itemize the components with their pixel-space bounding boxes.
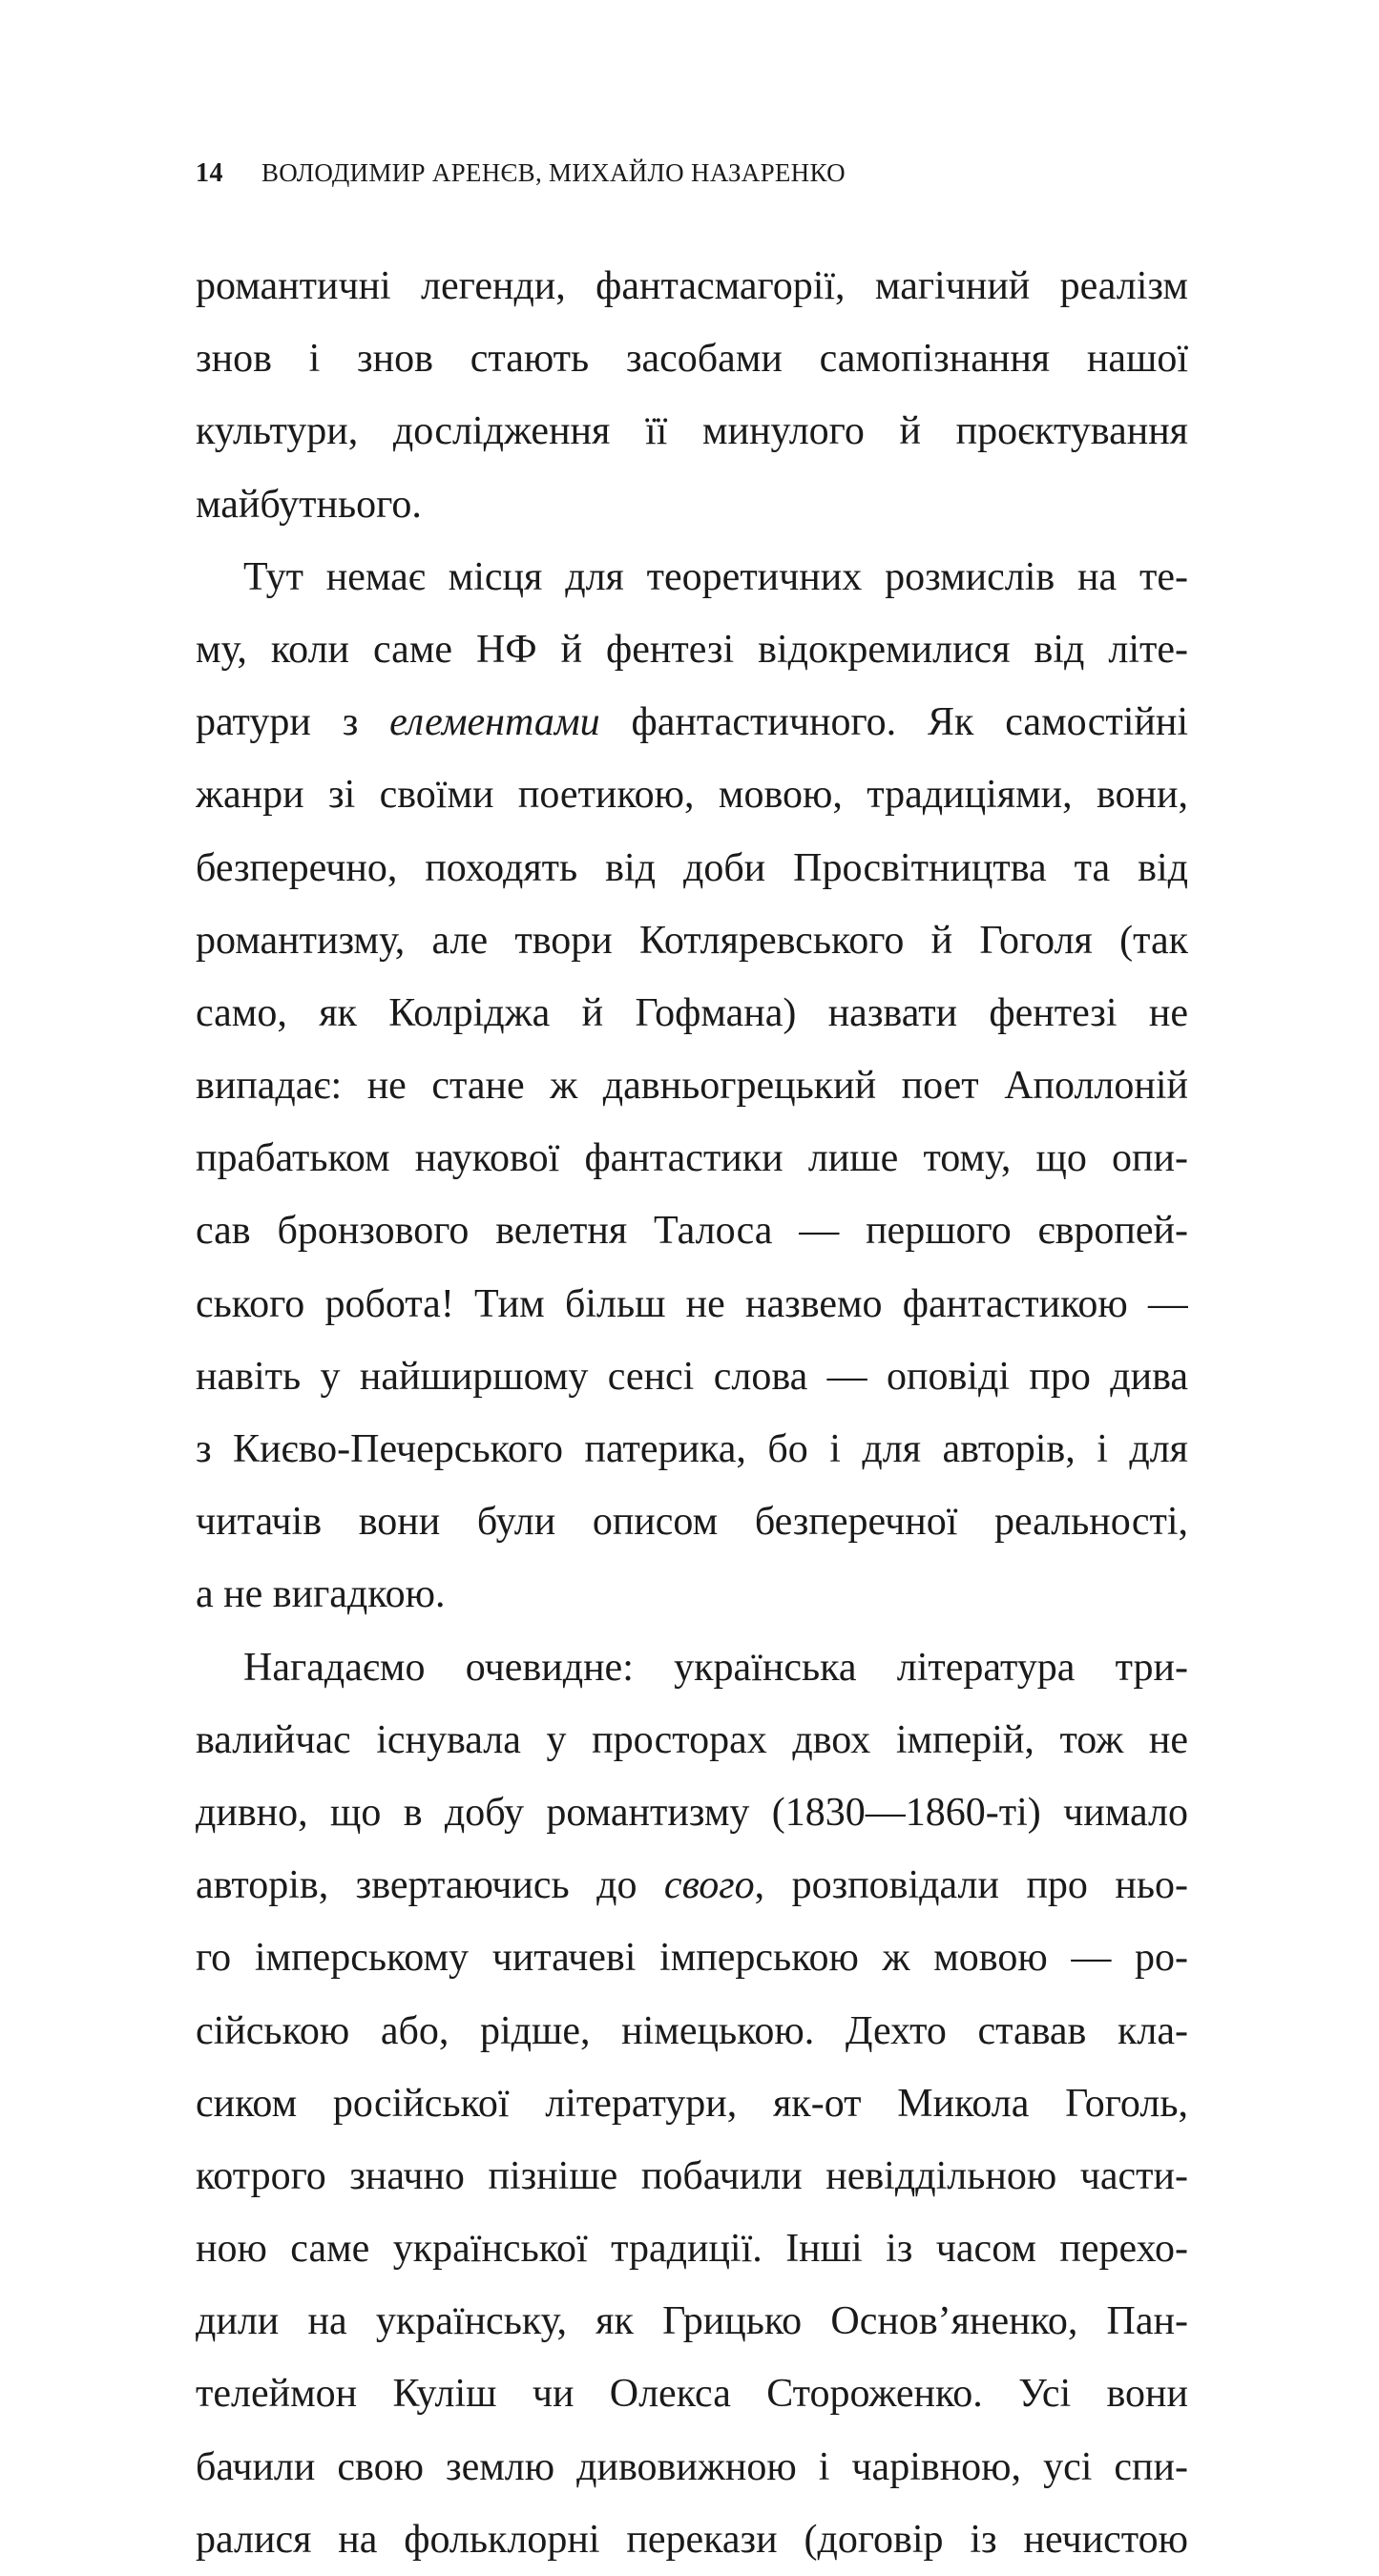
text-line	[196, 1849, 1188, 1922]
text-line: романтичні легенди, фантасмагорії, магічний реалізм	[196, 264, 1188, 308]
text-line: котрого значно пізніше побачили невіддільною части-	[196, 2153, 1188, 2198]
text-line: сійською або, рідше, німецькою. Дехто ставав кла-	[196, 2008, 1188, 2053]
text-fragment: ратури з	[196, 700, 390, 745]
text-line: му, коли саме НФ й фентезі відокремилися від літе-	[196, 627, 1188, 672]
text-line: телеймон Куліш чи Олекса Стороженко. Усі вони	[196, 2372, 1188, 2417]
text-line: дивно, що в добу романтизму (1830—1860-ті) чимало	[196, 1790, 1188, 1835]
text-line: сиком російської літератури, як-от Микола Гоголь,	[196, 2081, 1188, 2126]
text-line: культури, дослідження її минулого й проєктування	[196, 409, 1188, 454]
text-line: сав бронзового велетня Талоса — першого європей-	[196, 1209, 1188, 1254]
text-line: жанри зі своїми поетикою, мовою, традиціями, вони,	[196, 773, 1188, 818]
text-line: ралися на фольклорні перекази (договір із нечистою	[196, 2517, 1188, 2562]
text-line: читачів вони були описом безперечної реальності,	[196, 1500, 1188, 1545]
text-line: ського робота! Тим більш не назвемо фантастикою —	[196, 1281, 1188, 1326]
text-line: майбутнього.	[196, 482, 422, 527]
text-line: романтизму, але твори Котляревського й Гоголя (так	[196, 918, 1188, 963]
text-line: навіть у найширшому сенсі слова — оповіді про дива	[196, 1354, 1188, 1399]
text-fragment: авторів, звертаючись до	[196, 1863, 664, 1908]
text-line: а не вигадкою.	[196, 1572, 446, 1617]
page-number: 14	[196, 158, 223, 188]
text-line: знов і знов стають засобами самопізнання нашої	[196, 337, 1188, 382]
text-line: прабатьком наукової фантастики лише тому, що опи-	[196, 1136, 1188, 1181]
text-line: випадає: не стане ж давньогрецький поет Аполлоній	[196, 1064, 1188, 1109]
text-line: го імперському читачеві імперською ж мовою — ро-	[196, 1936, 1188, 1981]
running-head	[196, 158, 846, 200]
text-line: Нагадаємо очевидне: українська література три-	[243, 1645, 1188, 1690]
text-fragment: , розповідали про ньо-	[754, 1863, 1188, 1908]
emphasized-word: свого	[663, 1863, 755, 1908]
emphasized-word: елементами	[389, 700, 600, 745]
text-line	[196, 686, 1188, 758]
text-line: безперечно, походять від доби Просвітництва та від	[196, 845, 1188, 890]
text-line: Тут немає місця для теоретичних розмислів на те-	[243, 554, 1188, 599]
running-head-authors: ВОЛОДИМИР АРЕНЄВ, МИХАЙЛО НАЗАРЕНКО	[261, 158, 846, 187]
text-line: валийчас існувала у просторах двох імперій, тож не	[196, 1717, 1188, 1762]
text-fragment: фантастичного. Як самостійні	[599, 700, 1188, 745]
text-line: з Києво-Печерського патерика, бо і для авторів, і для	[196, 1427, 1188, 1471]
body-text	[196, 250, 1188, 2576]
text-line: ною саме української традиції. Інші із часом перехо-	[196, 2227, 1188, 2272]
text-line: дили на українську, як Грицько Основ’яненко, Пан-	[196, 2299, 1188, 2344]
text-line: само, як Колріджа й Гофмана) назвати фентезі не	[196, 990, 1188, 1035]
text-line: бачили свою землю дивовижною і чарівною, усі спи-	[196, 2444, 1188, 2489]
